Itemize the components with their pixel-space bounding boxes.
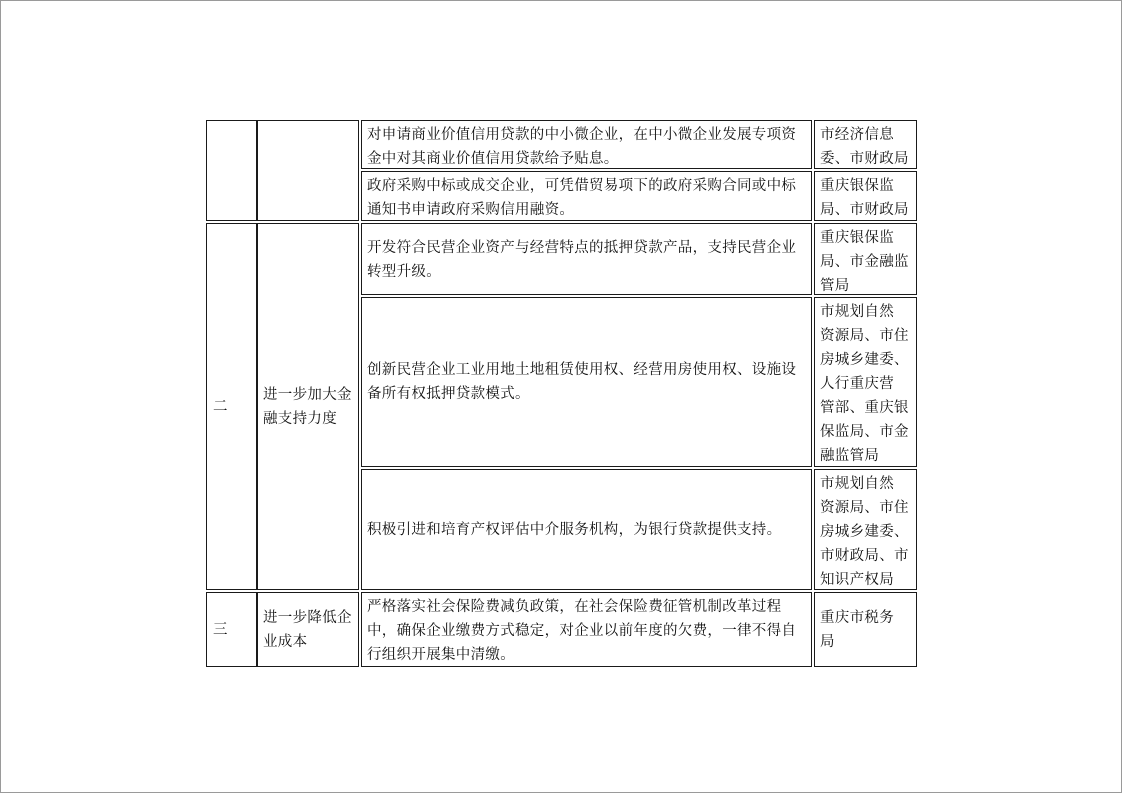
dept-text: 重庆银保监 局、市金融监 管局	[820, 230, 909, 294]
measure-text: 严格落实社会保险费减负政策，在社会保险费征管机制改革过程中，确保企业缴费方式稳定，对企业以前年度的欠费，一律不得自行组织开展集中清缴。	[367, 599, 797, 663]
measure-text: 开发符合民营企业资产与经营特点的抵押贷款产品，支持民营企业转型升级。	[367, 240, 797, 280]
group-title: 进一步加大金融支持力度	[263, 386, 352, 427]
dept-cell	[814, 223, 917, 295]
group-number: 二	[213, 398, 228, 415]
dept-text: 市规划自然 资源局、市住 房城乡建委、 市财政局、市 知识产权局	[820, 476, 909, 588]
group-title-cell	[257, 120, 359, 221]
measure-text: 对申请商业价值信用贷款的中小微企业，在中小微企业发展专项资金中对其商业价值信用贷款给予贴息。	[367, 127, 797, 167]
dept-cell	[814, 469, 917, 590]
dept-cell	[814, 592, 917, 667]
dept-text: 市经济信息 委、市财政局	[820, 127, 909, 167]
group-number: 三	[213, 621, 228, 638]
group-title-cell	[257, 592, 359, 667]
group-title-cell	[257, 223, 359, 590]
group-title: 进一步降低企业成本	[263, 609, 352, 650]
measure-cell	[361, 469, 812, 590]
measure-text: 政府采购中标或成交企业，可凭借贸易项下的政府采购合同或中标通知书申请政府采购信用融资。	[367, 178, 797, 218]
group-number-cell	[206, 120, 257, 221]
measure-text: 积极引进和培育产权评估中介服务机构，为银行贷款提供支持。	[367, 521, 782, 538]
measure-text: 创新民营企业工业用地土地租赁使用权、经营用房使用权、设施设备所有权抵押贷款模式。	[367, 362, 797, 402]
measure-cell	[361, 297, 812, 467]
dept-cell	[814, 171, 917, 221]
dept-cell	[814, 120, 917, 169]
dept-text: 市规划自然 资源局、市住 房城乡建委、 人行重庆营 管部、重庆银 保监局、市金 融监管局	[820, 304, 909, 464]
measure-cell	[361, 223, 812, 295]
dept-cell	[814, 297, 917, 467]
measure-cell	[361, 171, 812, 221]
group-number-cell	[206, 223, 257, 590]
measure-cell	[361, 120, 812, 169]
group-number-cell	[206, 592, 257, 667]
dept-text: 重庆市税务 局	[820, 609, 894, 650]
dept-text: 重庆银保监 局、市财政局	[820, 178, 909, 218]
measure-cell	[361, 592, 812, 667]
